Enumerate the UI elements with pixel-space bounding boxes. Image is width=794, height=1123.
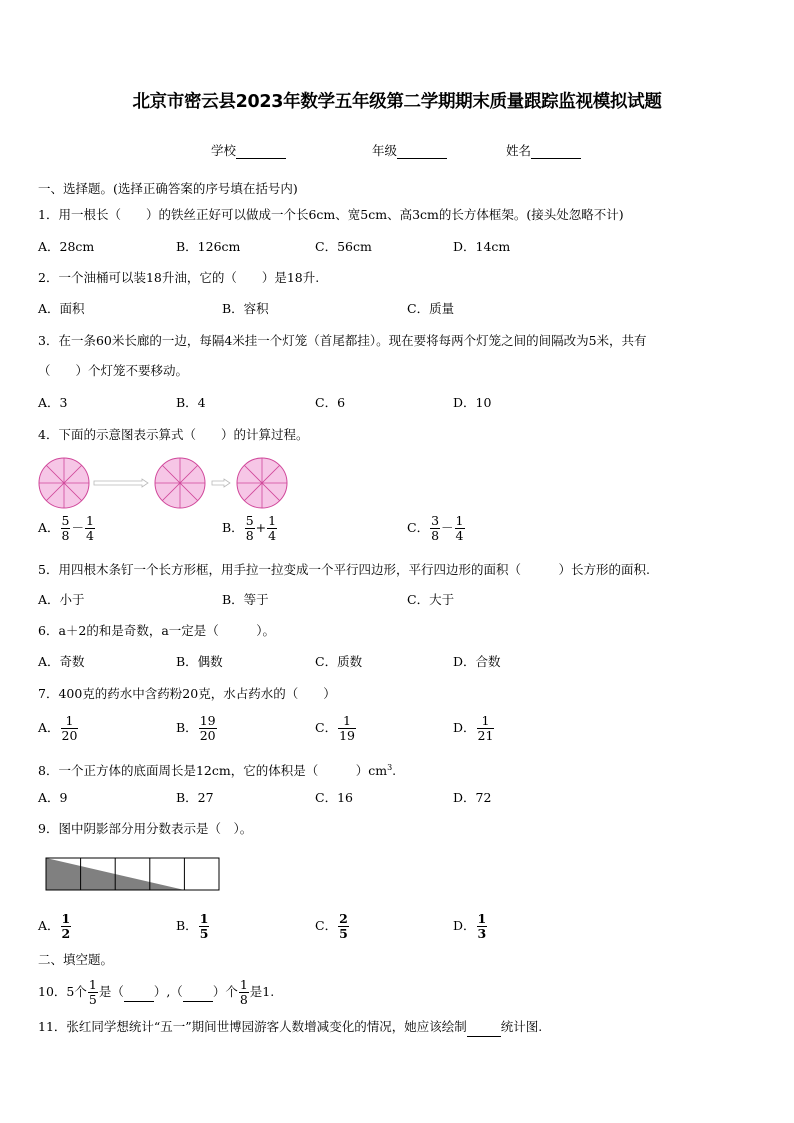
q7-c-fraction: $\frac{1}{19}$ [339, 713, 355, 743]
q9-option-c[interactable] [315, 912, 350, 941]
q1-text: 1．用一根长（ ）的铁丝正好可以做成一个长6cm、宽5cm、高3cm的长方体框架。(接头处忽略不计) [38, 207, 624, 222]
q9-d-fraction: $\frac{1}{3}$ [477, 911, 487, 941]
q7-option-d[interactable] [453, 714, 495, 743]
name-blank[interactable] [531, 143, 581, 159]
q7-option-d-letter: D． [453, 720, 476, 735]
q10-fraction-1: $\frac{1}{5}$ [88, 977, 97, 1007]
q1-option-d[interactable]: D．14cm [453, 239, 511, 254]
q4-a-operator: － [71, 520, 84, 535]
q3-option-b[interactable]: B．4 [176, 395, 206, 410]
q4-text: 4．下面的示意图表示算式（ ）的计算过程。 [38, 427, 309, 442]
q6-text: 6．a＋2的和是奇数，a一定是（ ）。 [38, 623, 276, 638]
q4-option-c[interactable] [407, 514, 466, 543]
shaded-rectangle-diagram [44, 855, 224, 895]
section1-heading: 一、选择题。(选择正确答案的序号填在括号内) [38, 181, 298, 196]
q9-option-d[interactable] [453, 912, 488, 941]
q10-blank-2[interactable] [183, 983, 213, 1002]
grade-blank[interactable] [397, 143, 447, 159]
name-label: 姓名 [506, 143, 532, 158]
q6-option-d[interactable]: D．合数 [453, 654, 501, 669]
q2-option-a[interactable]: A．面积 [38, 301, 85, 316]
q7-option-b-letter: B． [176, 720, 198, 735]
q7-option-a-letter: A． [38, 720, 60, 735]
q1-option-a[interactable]: A．28cm [38, 239, 95, 254]
q4-a-fraction-1: $\frac{5}{8}$ [61, 513, 70, 543]
school-field [211, 141, 286, 159]
q7-option-c[interactable] [315, 714, 357, 743]
q6-option-b[interactable]: B．偶数 [176, 654, 223, 669]
q3-option-c[interactable]: C．6 [315, 395, 346, 410]
q7-d-fraction: $\frac{1}{21}$ [477, 713, 494, 743]
q10-text: 10．5个 $\frac{1}{5}$ 是（ ）,（ ）个 $\frac{1}{8}$ 是1. [38, 977, 275, 1007]
page-title: 北京市密云县2023年数学五年级第二学期期末质量跟踪监视模拟试题 [132, 92, 662, 112]
q11-blank[interactable] [467, 1018, 501, 1037]
q8-text: 8．一个正方体的底面周长是12cm，它的体积是（ ）$cm^3$. [38, 763, 397, 779]
q2-text: 2．一个油桶可以装18升油，它的（ ）是18升. [38, 270, 320, 285]
arrow-icon-2 [212, 479, 230, 487]
q4-c-fraction-1: $\frac{3}{8}$ [431, 513, 440, 543]
q5-option-b[interactable]: B．等于 [222, 592, 269, 607]
section2-heading: 二、填空题。 [38, 952, 114, 967]
q8-option-c[interactable]: C．16 [315, 790, 353, 805]
q9-c-fraction: $\frac{2}{5}$ [339, 911, 348, 941]
arrow-icon-1 [94, 479, 148, 487]
q7-option-a[interactable] [38, 714, 79, 743]
grade-field [372, 141, 447, 159]
q9-option-b-letter: B． [176, 918, 198, 933]
q5-option-c[interactable]: C．大于 [407, 592, 455, 607]
q7-b-fraction: $\frac{19}{20}$ [199, 713, 216, 743]
q4-c-operator: － [441, 520, 454, 535]
q9-b-fraction: $\frac{1}{5}$ [199, 911, 209, 941]
q4-option-b[interactable] [222, 514, 278, 543]
q3-option-d[interactable]: D．10 [453, 395, 492, 410]
q3-option-a[interactable]: A．3 [38, 395, 68, 410]
q6-option-c[interactable]: C．质数 [315, 654, 363, 669]
q4-option-b-letter: B． [222, 520, 244, 535]
q3-text-line1: 3．在一条60米长廊的一边，每隔4米挂一个灯笼（首尾都挂）。现在要将每两个灯笼之间的间隔改为5米，共有 [38, 333, 647, 348]
q4-a-fraction-2: $\frac{1}{4}$ [86, 513, 94, 543]
q7-text: 7．400克的药水中含药粉20克，水占药水的（ ） [38, 686, 336, 701]
q4-c-fraction-2: $\frac{1}{4}$ [455, 513, 464, 543]
q7-a-fraction: $\frac{1}{20}$ [61, 713, 78, 743]
q2-option-c[interactable]: C．质量 [407, 301, 455, 316]
q9-option-d-letter: D． [453, 918, 476, 933]
q8-option-a[interactable]: A．9 [38, 790, 68, 805]
q4-option-c-letter: C． [407, 520, 430, 535]
q4-b-fraction-1: $\frac{5}{8}$ [245, 513, 254, 543]
q4-b-operator: + [255, 520, 267, 535]
q9-option-a-letter: A． [38, 918, 60, 933]
q9-option-a[interactable] [38, 912, 72, 941]
school-blank[interactable] [236, 143, 286, 159]
q4-option-a[interactable] [38, 514, 96, 543]
q1-option-b[interactable]: B．126cm [176, 239, 241, 254]
q5-text: 5．用四根木条钉一个长方形框，用手拉一拉变成一个平行四边形，平行四边形的面积（ ）长方形的面积. [38, 562, 650, 577]
grade-label: 年级 [372, 143, 398, 158]
q9-option-b[interactable] [176, 912, 210, 941]
q1-option-c[interactable]: C．56cm [315, 239, 372, 254]
school-label: 学校 [211, 143, 237, 158]
q8-option-b[interactable]: B．27 [176, 790, 214, 805]
q9-text: 9．图中阴影部分用分数表示是（ ）。 [38, 821, 253, 836]
q9-a-fraction: $\frac{1}{2}$ [61, 911, 71, 941]
name-field [506, 141, 581, 159]
q2-option-b[interactable]: B．容积 [222, 301, 269, 316]
q7-option-b[interactable] [176, 714, 218, 743]
q4-b-fraction-2: $\frac{1}{4}$ [268, 513, 277, 543]
q5-option-a[interactable]: A．小于 [38, 592, 85, 607]
q11-text: 11．张红同学想统计“五一”期间世博园游客人数增减变化的情况，她应该绘制 统计图. [38, 1018, 542, 1037]
q4-option-a-letter: A． [38, 520, 60, 535]
fraction-pie-diagram [36, 455, 296, 515]
q3-text-line2: （ ）个灯笼不要移动。 [38, 363, 189, 378]
q7-option-c-letter: C． [315, 720, 338, 735]
q10-fraction-2: $\frac{1}{8}$ [239, 977, 248, 1007]
q10-blank-1[interactable] [124, 983, 154, 1002]
q6-option-a[interactable]: A．奇数 [38, 654, 85, 669]
q9-option-c-letter: C． [315, 918, 338, 933]
q8-option-d[interactable]: D．72 [453, 790, 492, 805]
